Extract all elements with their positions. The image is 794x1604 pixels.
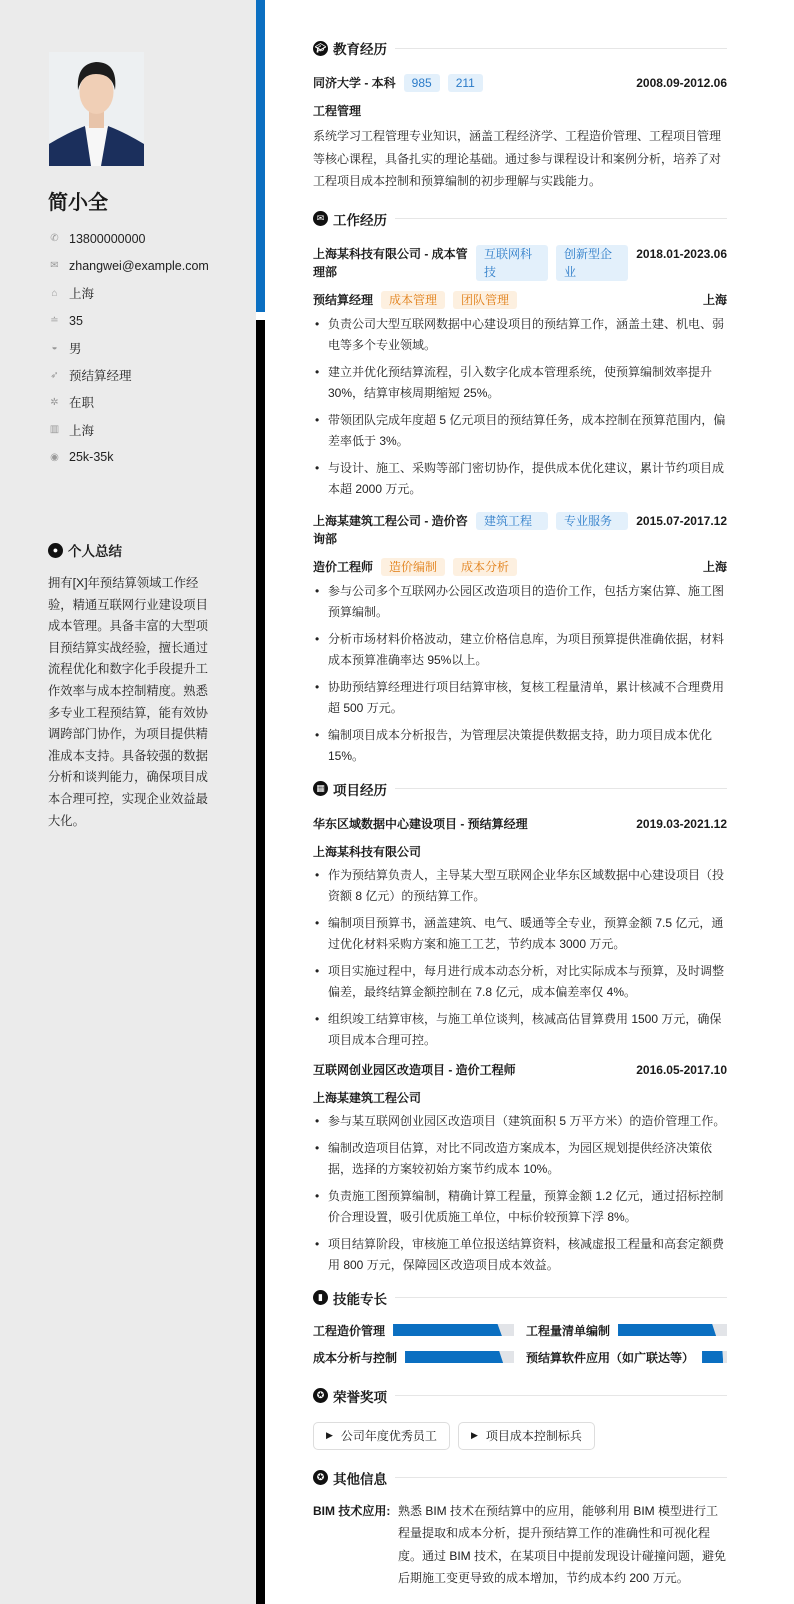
work-item: [313, 245, 727, 500]
sidebar: [0, 0, 256, 1604]
list-item: • 与设计、施工、采购等部门密切协作，提供成本优化建议，累计节约项目成本超 2000 万元。: [313, 458, 727, 500]
bullet-list: [313, 581, 727, 767]
contact-text: 上海: [69, 287, 95, 302]
award-badge[interactable]: [458, 1422, 595, 1450]
tag: 985: [404, 74, 440, 92]
education-heading: [313, 38, 727, 58]
tag: 互联网科技: [476, 245, 548, 281]
skill-bar: [618, 1324, 727, 1336]
list-item: • 组织竣工结算审核，与施工单位谈判，核减高估冒算费用 1500 万元，确保项目成本合理可控。: [313, 1009, 727, 1051]
contact-text: 13800000000: [69, 231, 146, 246]
education-desc: 系统学习工程管理专业知识，涵盖工程经济学、工程造价管理、工程项目管理等核心课程，具备扎实的理论基础。通过参与课程设计和案例分析，培养了对工程项目成本控制和预算编制的初步理解与实践能力。: [313, 129, 722, 188]
role: 预结算经理: [313, 292, 374, 307]
org: 上海某建筑工程公司: [313, 1090, 422, 1105]
play-icon: ▶: [470, 1430, 478, 1440]
project-item: [313, 815, 727, 1051]
list-item: • 编制项目成本分析报告，为管理层决策提供数据支持，助力项目成本优化 15%。: [313, 725, 727, 767]
contact-item: [48, 225, 209, 252]
skill-name: 工程造价管理: [313, 1323, 386, 1338]
section-title: 教育经历: [333, 42, 387, 57]
contact-text: 男: [69, 341, 82, 356]
contact-item: [48, 443, 209, 470]
project-name: 华东区域数据中心建设项目 - 预结算经理: [313, 816, 528, 831]
skill-bar: [393, 1324, 514, 1336]
skill-item: [526, 1322, 727, 1339]
contact-text: 35: [69, 313, 83, 328]
summary-text: 拥有[X]年预结算领域工作经验，精通互联网行业建设项目成本管理。具备丰富的大型项目预结算实战经验，擅长通过流程优化和数字化手段提升工作效率与成本控制精度。熟悉多专业工程预结算，能有效协调跨部门协作，为项目提供精准成本支持。具备较强的数据分析和谈判能力，确保项目成本合理可控，实现企业效益最大化。: [48, 576, 208, 828]
info-icon: ✪: [313, 1470, 328, 1485]
other-item: [313, 1500, 727, 1590]
contact-text: 25k-35k: [69, 450, 114, 465]
work-row: [313, 512, 727, 548]
award-label: 公司年度优秀员工: [340, 1429, 437, 1443]
contact-list: [48, 225, 209, 471]
other-value: 熟悉 BIM 技术在预结算中的应用，能够利用 BIM 模型进行工程量提取和成本分析，提升预结算工作的准确性和可视化程度。通过 BIM 技术，在某项目中提前发现设计碰撞问题，避免后期施工变更导致的成本增加，节约成本约 200 万元。: [398, 1503, 727, 1585]
list-item: • 项目结算阶段，审核施工单位报送结算资料，核减虚报工程量和高套定额费用 800 万元，保障园区改造项目成本效益。: [313, 1234, 727, 1276]
award-icon: ✪: [313, 1388, 328, 1403]
project-org: [313, 1089, 727, 1106]
list-item: • 负责施工图预算编制，精确计算工程量，预算金额 1.2 亿元，通过招标控制价合理设置，吸引优质施工单位，中标价较预算下浮 8%。: [313, 1186, 727, 1228]
company-group: [313, 245, 628, 281]
role-row: [313, 291, 727, 309]
tag: 创新型企业: [556, 245, 628, 281]
skill-bar: [702, 1351, 727, 1363]
org: 上海某科技有限公司: [313, 844, 422, 859]
list-item: • 作为预结算负责人，主导某大型互联网企业华东区域数据中心建设项目（投资额 8 亿元）的预结算工作。: [313, 865, 727, 907]
contact-text: 在职: [69, 396, 95, 411]
tag: 211: [448, 74, 483, 92]
bullet-list: [313, 865, 727, 1051]
project-org: [313, 843, 727, 860]
date: 2008.09-2012.06: [636, 76, 727, 90]
project-name: 互联网创业园区改造项目 - 造价工程师: [313, 1062, 516, 1077]
work-row: [313, 245, 727, 281]
school: 同济大学 - 本科: [313, 76, 396, 90]
awards-heading: [313, 1386, 727, 1406]
role-group: [313, 291, 517, 309]
summary-title: 个人总结: [68, 544, 122, 559]
skill-fill: [393, 1324, 502, 1336]
contact-item: [48, 280, 209, 307]
role-row: [313, 558, 727, 576]
work-heading: [313, 209, 727, 229]
skill-fill: [405, 1351, 503, 1363]
gear-icon: ✲: [50, 396, 59, 408]
role-group: [313, 558, 517, 576]
contact-item: [48, 307, 209, 334]
user-icon: ●: [48, 543, 63, 558]
list-item: • 带领团队完成年度超 5 亿元项目的预结算任务，成本控制在预算范围内，偏差率低于 3%。: [313, 410, 727, 452]
contact-item: [48, 334, 209, 361]
skill-item: [313, 1349, 514, 1366]
contact-item: [48, 361, 209, 388]
list-item: • 协助预结算经理进行项目结算审核，复核工程量清单，累计核减不合理费用超 500 万元。: [313, 677, 727, 719]
list-item: • 编制项目预算书，涵盖建筑、电气、暖通等全专业，预算金额 7.5 亿元，通过优化材料采购方案和施工工艺，节约成本 3000 万元。: [313, 913, 727, 955]
accent-bar: [256, 0, 265, 312]
date: 2015.07-2017.12: [636, 513, 727, 528]
tag: 专业服务: [556, 512, 628, 530]
project-item: [313, 1061, 727, 1276]
other-heading: [313, 1468, 727, 1488]
skill-item: [526, 1349, 727, 1366]
list-item: • 编制改造项目估算，对比不同改造方案成本，为园区规划提供经济决策依据，选择的方案较初始方案节约成本 10%。: [313, 1138, 727, 1180]
skill-bar: [405, 1351, 514, 1363]
projects-heading: [313, 779, 727, 799]
tag: 成本管理: [381, 291, 445, 309]
list-item: • 参与某互联网创业园区改造项目（建筑面积 5 万平方米）的造价管理工作。: [313, 1111, 727, 1132]
section-title: 项目经历: [333, 782, 387, 798]
gender-icon: ◒: [51, 342, 58, 354]
award-label: 项目成本控制标兵: [485, 1429, 582, 1443]
phone-icon: ✆: [50, 233, 59, 245]
section-title: 技能专长: [333, 1291, 387, 1307]
skill-name: 工程量清单编制: [526, 1323, 611, 1338]
send-icon: ➶: [50, 369, 59, 381]
section-title: 其他信息: [333, 1471, 387, 1487]
briefcase-icon: ✉: [313, 211, 328, 226]
date: 2018.01-2023.06: [636, 246, 727, 261]
date: 2019.03-2021.12: [636, 816, 727, 831]
chart-icon: ▮: [313, 1290, 328, 1305]
list-item: • 项目实施过程中，每月进行成本动态分析，对比实际成本与预算，及时调整偏差，最终结算金额控制在 7.8 亿元，成本偏差率仅 4%。: [313, 961, 727, 1003]
city: 上海: [702, 292, 727, 307]
skill-item: [313, 1322, 514, 1339]
home-icon: ⌂: [51, 287, 58, 299]
role: 造价工程师: [313, 559, 374, 574]
graduation-cap-icon: 🎓︎: [313, 41, 328, 56]
company-group: [313, 512, 628, 548]
tag: 团队管理: [453, 291, 517, 309]
section-title: 工作经历: [333, 212, 387, 228]
major: [313, 102, 727, 119]
contact-item: [48, 416, 209, 443]
candidate-name: 简小全: [48, 192, 108, 214]
other-key: BIM 技术应用:: [313, 1503, 391, 1518]
section-title: 荣誉奖项: [333, 1389, 387, 1405]
contact-text: zhangwei@example.com: [69, 258, 209, 273]
contact-item: [48, 389, 209, 416]
tag: 建筑工程: [476, 512, 548, 530]
award-badge[interactable]: [313, 1422, 450, 1450]
bullet-list: [313, 314, 727, 500]
list-item: • 分析市场材料价格波动，建立价格信息库，为项目预算提供准确依据，材料成本预算准确率达 95%以上。: [313, 629, 727, 671]
mail-icon: ✉: [50, 260, 59, 272]
tag: 造价编制: [381, 558, 445, 576]
contact-text: 预结算经理: [69, 369, 132, 384]
project-row: [313, 1061, 727, 1079]
list-item: • 负责公司大型互联网数据中心建设项目的预结算工作，涵盖土建、机电、弱电等多个专业领域。: [313, 314, 727, 356]
education-row: [313, 74, 727, 92]
project-row: [313, 815, 727, 833]
city: 上海: [702, 559, 727, 574]
main-content: [313, 38, 727, 1590]
major-text: 工程管理: [313, 104, 362, 118]
company: 上海某科技有限公司 - 成本管理部: [313, 246, 468, 279]
contact-text: 上海: [69, 423, 95, 438]
list-item: • 参与公司多个互联网办公园区改造项目的造价工作，包括方案估算、施工图预算编制。: [313, 581, 727, 623]
work-item: [313, 512, 727, 767]
date: 2016.05-2017.10: [636, 1062, 727, 1077]
cake-icon: ≐: [50, 315, 59, 327]
summary-heading: [48, 540, 122, 560]
building-icon: ▥: [49, 424, 60, 436]
grid-icon: ▦: [313, 781, 328, 796]
company: 上海某建筑工程公司 - 造价咨询部: [313, 513, 468, 546]
salary-icon: ◉: [50, 451, 59, 463]
divider-bar: [256, 320, 265, 1604]
profile-photo: [49, 52, 144, 166]
skill-fill: [702, 1351, 723, 1363]
contact-item: [48, 252, 209, 279]
list-item: • 建立并优化预结算流程，引入数字化成本管理系统，使预算编制效率提升 30%，结算审核周期缩短 25%。: [313, 362, 727, 404]
skill-fill: [618, 1324, 716, 1336]
tag: 成本分析: [453, 558, 517, 576]
skill-name: 预结算软件应用（如广联达等）: [526, 1350, 695, 1365]
bullet-list: [313, 1111, 727, 1276]
skills-heading: [313, 1288, 727, 1308]
skill-name: 成本分析与控制: [313, 1350, 398, 1365]
play-icon: ▶: [326, 1430, 333, 1440]
